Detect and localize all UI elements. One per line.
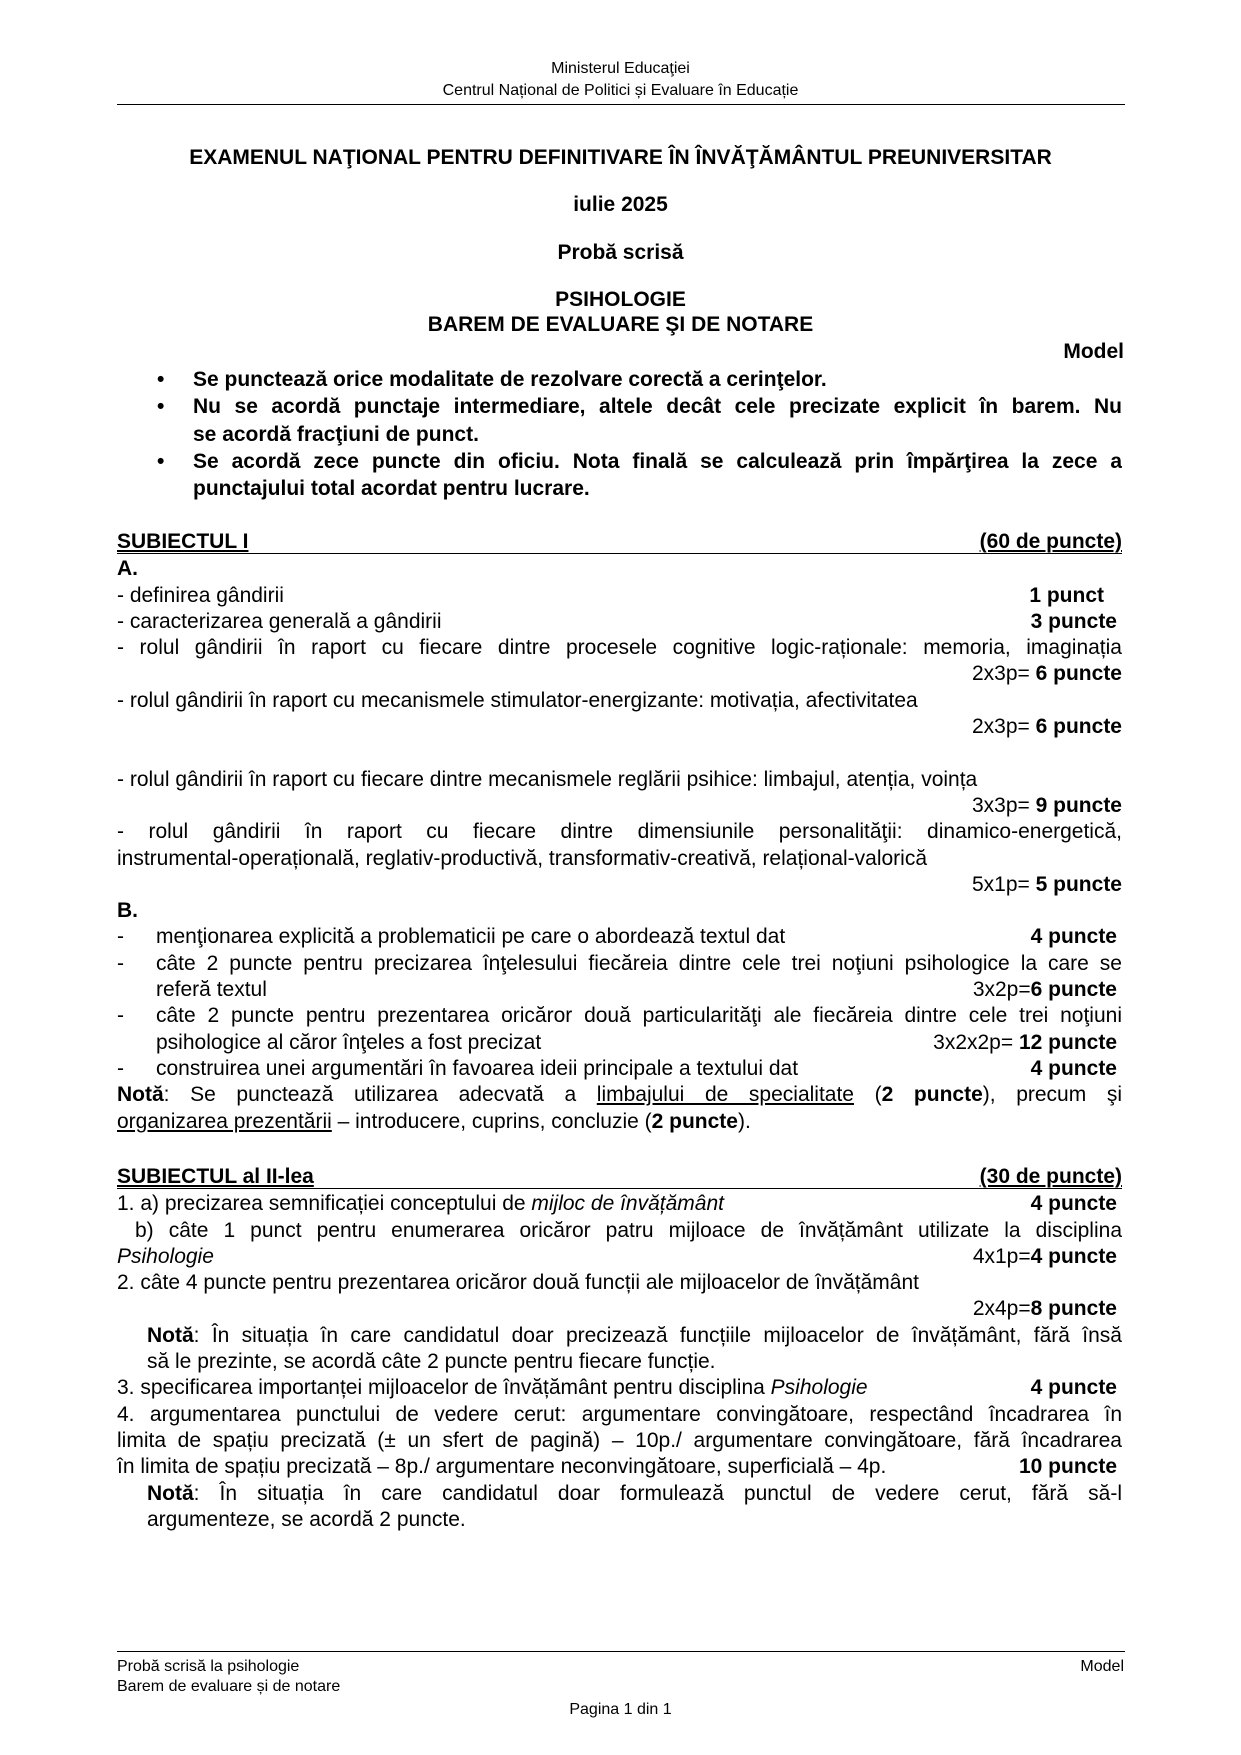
subject-1-points: (60 de puncte) xyxy=(979,530,1122,553)
score: 1 punct xyxy=(1029,583,1104,607)
bullet-icon: • xyxy=(157,395,165,419)
header-divider xyxy=(117,104,1125,105)
score: 3x2p=6 puncte xyxy=(972,978,1117,1002)
rule-item: • Se punctează orice modalitate de rezolvare corectă a cerinţelor. xyxy=(117,366,1122,393)
subject-2-title: SUBIECTUL al II-lea xyxy=(117,1165,314,1188)
footer-model: Model xyxy=(1080,1658,1124,1675)
criterion-row: - construirea unei argumentări în favoarea ideii principale a textului dat 4 puncte xyxy=(117,1056,1122,1082)
part-a-label: A. xyxy=(117,557,138,581)
subject-1-title: SUBIECTUL I xyxy=(117,530,249,553)
score: 2x3p= 6 puncte xyxy=(972,662,1122,686)
score: 4 puncte xyxy=(1030,1376,1117,1400)
ministry-name: Ministerul Educaţiei xyxy=(551,60,690,77)
general-rules: • Se punctează orice modalitate de rezolvare corectă a cerinţelor. • Nu se acordă punctaje intermediare, altele decât cele precizate explicit în barem. Nu se acordă fracţiuni de punct. • Se acordă zece puncte din oficiu. Nota finală se calculează prin împărţirea la zece a punctajului total acordat pentru lucrare. xyxy=(117,366,1122,502)
score: 10 puncte xyxy=(1018,1455,1117,1479)
document-title: BAREM DE EVALUARE ŞI DE NOTARE xyxy=(427,313,814,336)
page-number: Pagina 1 din 1 xyxy=(569,1701,672,1718)
score: 3x3p= 9 puncte xyxy=(972,793,1122,817)
criterion-row: - câte 2 puncte pentru precizarea înţelesului fiecăreia dintre cele trei noţiuni psihologice la care se xyxy=(117,951,1122,975)
subject-2: SUBIECTUL al II-lea (30 de puncte) 1. a) precizarea semnificației conceptului de mijloc de învățământ 4 puncte b) câte 1 punct pentru enumerarea oricăror patru mijloace de învățământ utilizate la disciplina Psihologie 4x1p=4 puncte 2. câte 4 puncte pentru prezentarea oricăror două funcții ale mijloacelor de învățământ 2x4p=8 puncte Notă: În situația în care candidatul doar precizează funcțiile mijloacelor de învățământ, fără însă să le prezinte, se acordă câte 2 puncte pentru fiecare funcție. 3. specificarea importanței mijloacelor de învățământ pentru disciplina Psihologie 4 puncte 4. argumentarea punctului de vedere cerut: argumentare convingătoare, respectând încadrarea în limita de spațiu precizată (± un sfert de pagină) – 10p./ argumentare convingătoare, fără încadrarea în limita de spațiu precizată – 8p./ argumentare neconvingătoare, superficială – 4p. 10 puncte Notă: În situația în care candidatul doar formulează punctul de vedere cerut, fără să-l argumenteze, se acordă 2 puncte. xyxy=(117,1165,1122,1531)
criterion-row: - câte 2 puncte pentru prezentarea oricăror două particularităţi ale fiecăreia dintre cele trei noţiuni xyxy=(117,1004,1122,1028)
score: 2x3p= 6 puncte xyxy=(972,715,1122,739)
rule-item: • Nu se acordă punctaje intermediare, altele decât cele precizate explicit în barem. Nu xyxy=(117,393,1122,420)
score: 3x2x2p= 12 puncte xyxy=(933,1030,1117,1054)
exam-session: iulie 2025 xyxy=(573,193,668,216)
model-label: Model xyxy=(1063,340,1124,363)
exam-title: EXAMENUL NAŢIONAL PENTRU DEFINITIVARE ÎN ÎNVĂŢĂMÂNTUL PREUNIVERSITAR xyxy=(189,146,1052,169)
criterion-row: - rolul gândirii în raport cu fiecare dintre procesele cognitive logic-raționale: memoria, imaginația xyxy=(117,636,1122,660)
footer-left: Probă scrisă la psihologie Barem de evaluare și de notare xyxy=(117,1658,341,1695)
subject-name: PSIHOLOGIE xyxy=(555,288,686,311)
rule-item: • Se acordă zece puncte din oficiu. Nota finală se calculează prin împărţirea la zece a xyxy=(117,448,1122,475)
center-name: Centrul Național de Politici și Evaluare în Educație xyxy=(442,82,799,99)
score: 5x1p= 5 puncte xyxy=(972,872,1122,896)
criterion-row: - caracterizarea generală a gândirii 3 puncte xyxy=(117,609,1122,635)
criterion-row: - rolul gândirii în raport cu fiecare dintre mecanismele reglării psihice: limbajul, atenția, voința xyxy=(117,767,978,791)
score: 4 puncte xyxy=(1030,1056,1117,1080)
page-header xyxy=(0,58,1241,102)
score: 4x1p=4 puncte xyxy=(972,1244,1117,1268)
bullet-icon: • xyxy=(157,368,165,391)
score: 2x4p=8 puncte xyxy=(972,1297,1117,1321)
criterion-row: 2. câte 4 puncte pentru prezentarea oricăror două funcții ale mijloacelor de învățământ xyxy=(117,1271,919,1295)
criterion-row: b) câte 1 punct pentru enumerarea oricăror patru mijloace de învățământ utilizate la disciplina xyxy=(135,1218,1122,1242)
criterion-row: - menţionarea explicită a problematicii pe care o abordează textul dat 4 puncte xyxy=(117,924,1122,950)
criterion-row: - rolul gândirii în raport cu mecanismele stimulator-energizante: motivația, afectivitatea xyxy=(117,688,918,712)
criterion-row: 4. argumentarea punctului de vedere cerut: argumentare convingătoare, respectând încadrarea în xyxy=(117,1402,1122,1426)
criterion-row: - rolul gândirii în raport cu fiecare dintre dimensiunile personalităţii: dinamico-energetică, xyxy=(117,820,1122,844)
subject-1: SUBIECTUL I (60 de puncte) A. - definirea gândirii 1 punct - caracterizarea generală a gândirii 3 puncte - rolul gândirii în raport cu fiecare dintre procesele cognitive logic-raționale: memoria, imaginația 2x3p= 6 puncte - rolul gândirii în raport cu mecanismele stimulator-energizante: motivația, afectivitatea 2x3p= 6 puncte - rolul gândirii în raport cu fiecare dintre mecanismele reglării psihice: limbajul, atenția, voința 3x3p= 9 puncte - rolul gândirii în raport cu fiecare dintre dimensiunile personalităţii: dinamico-energetică, instrumental-operațională, reglativ-productivă, transformativ-creativă, relațional-valorică 5x1p= 5 puncte B. - menţionarea explicită a problematicii pe care o abordează textul dat 4 puncte - câte 2 puncte pentru precizarea înţelesului fiecăreia dintre cele trei noţiuni psihologice la care se referă textul 3x2p=6 puncte - câte 2 puncte pentru prezentarea oricăror două particularităţi ale fiecăreia dintre cele trei noţiuni psihologice al căror înţeles a fost precizat 3x2x2p= 12 puncte - construirea unei argumentări în favoarea ideii principale a textului dat 4 puncte Notă: Se punctează utilizarea adecvată a limbajului de specialitate (2 puncte), precum şi organizarea prezentării – introducere, cuprins, concluzie (2 puncte). xyxy=(117,530,1122,1133)
note: Notă: În situația în care candidatul doar precizează funcțiile mijloacelor de învățământ, fără însă xyxy=(147,1323,1122,1347)
exam-type: Probă scrisă xyxy=(557,241,684,264)
score: 3 puncte xyxy=(1030,609,1117,633)
subject-1-header xyxy=(117,529,1122,554)
part-b-label: B. xyxy=(117,899,138,923)
score: 4 puncte xyxy=(1030,925,1117,949)
note: Notă: Se punctează utilizarea adecvată a limbajului de specialitate (2 puncte), precum şi xyxy=(117,1083,1122,1107)
note: Notă: În situația în care candidatul doar formulează punctul de vedere cerut, fără să-l xyxy=(147,1481,1122,1505)
footer-divider xyxy=(117,1651,1125,1652)
subject-2-points: (30 de puncte) xyxy=(979,1165,1122,1188)
criterion-row: - definirea gândirii 1 punct xyxy=(117,583,1122,609)
subject-2-header xyxy=(117,1164,1122,1189)
criterion-row: 3. specificarea importanței mijloacelor de învățământ pentru disciplina Psihologie 4 puncte xyxy=(117,1375,1122,1401)
score: 4 puncte xyxy=(1030,1192,1117,1216)
criterion-row: 1. a) precizarea semnificației conceptului de mijloc de învățământ 4 puncte xyxy=(117,1191,1122,1217)
bullet-icon: • xyxy=(157,449,165,473)
